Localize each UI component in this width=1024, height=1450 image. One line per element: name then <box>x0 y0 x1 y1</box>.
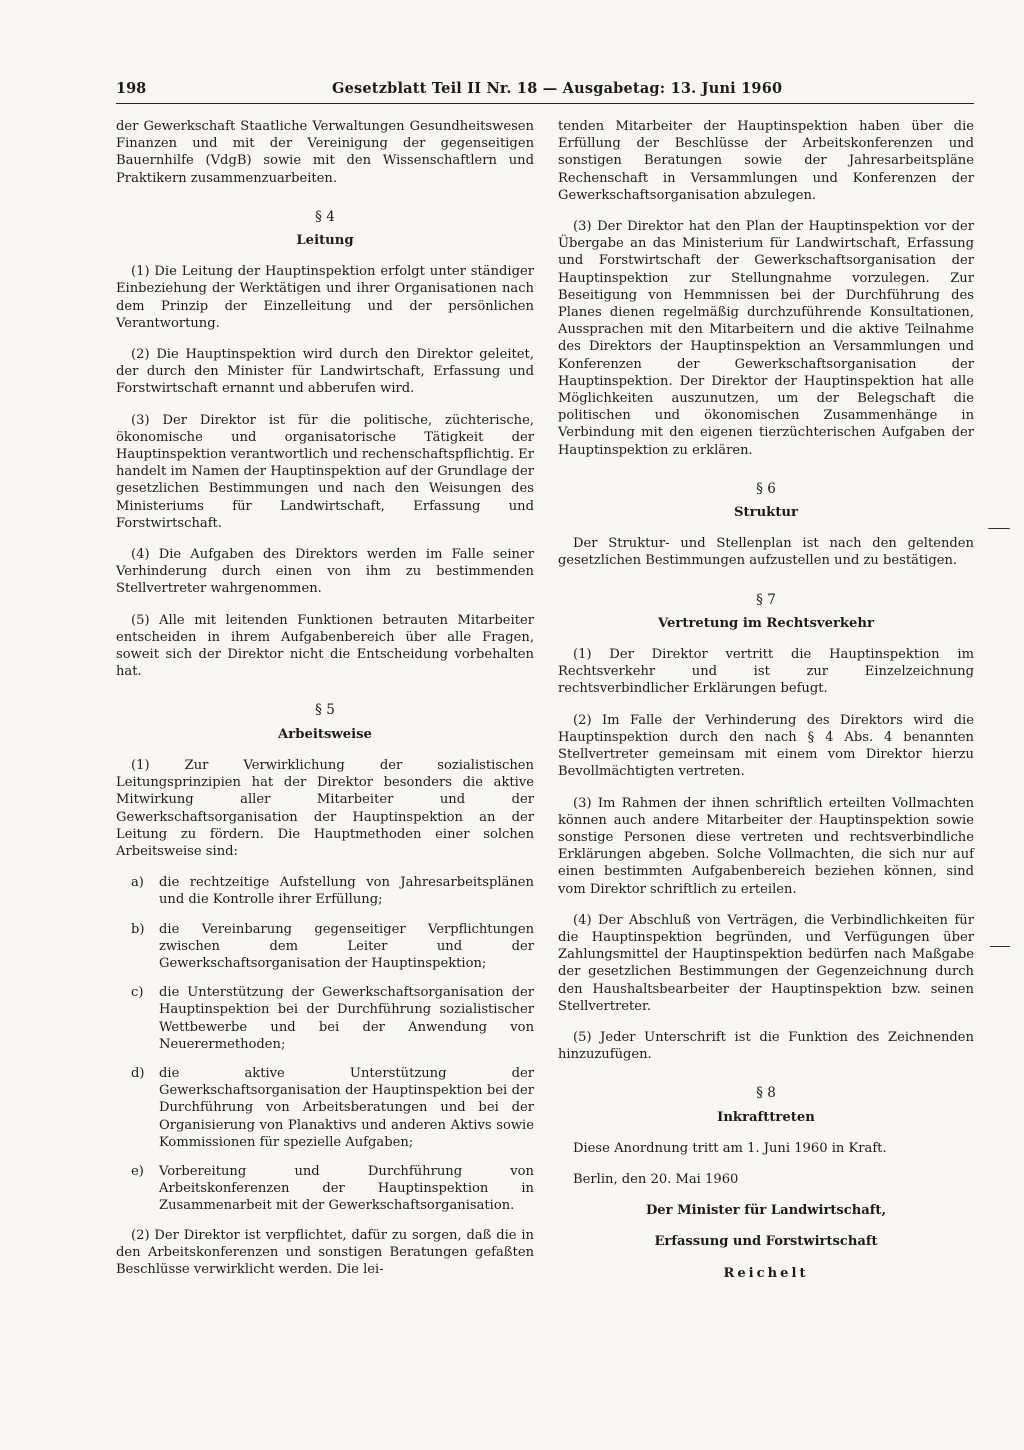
s7-paragraph-5: (5) Jeder Unterschrift ist die Funktion des Zeichnenden hinzuzufügen. <box>558 1029 974 1063</box>
left-column <box>116 118 534 1292</box>
margin-mark <box>988 528 1010 529</box>
s4-paragraph-5: (5) Alle mit leitenden Funktionen betrauten Mitarbeiter entscheiden in ihrem Aufgabenbereich über alle Fragen, soweit sich der Direktor nicht die Entscheidung vorbehalten hat. <box>116 612 534 680</box>
section-5-number: § 5 <box>315 702 335 719</box>
gazette-title: Gesetzblatt Teil II Nr. 18 — Ausgabetag: 13. Juni 1960 <box>332 80 783 97</box>
s7-paragraph-3: (3) Im Rahmen der ihnen schriftlich erteilten Vollmachten können auch andere Mitarbeiter der Hauptinspektion sowie sonstige Personen diese vertreten und rechtsverbindliche Erklärungen abgeben. Solche Vollmachten, die sich nur auf einen bestimmten Aufgabenbereich beziehen können, sind vom Direktor schriftlich zu erteilen. <box>558 795 974 897</box>
s5-paragraph-1: (1) Zur Verwirklichung der sozialistischen Leitungsprinzipien hat der Direktor besonders die aktive Mitwirkung aller Mitarbeiter und der Gewerkschaftsorganisation der Hauptinspektion an der Leitung zu fördern. Die Hauptmethoden einer solchen Arbeitsweise sind: <box>116 757 534 859</box>
s4-paragraph-2: (2) Die Hauptinspektion wird durch den Direktor geleitet, der durch den Minister für Landwirtschaft, Erfassung und Forstwirtschaft ernannt und abberufen wird. <box>116 347 534 397</box>
section-6-number: § 6 <box>756 480 776 497</box>
section-5-title: Arbeitsweise <box>278 726 372 742</box>
s4-paragraph-4: (4) Die Aufgaben des Direktors werden im Falle seiner Verhinderung durch einen von ihm zu bestimmenden Stellvertreter wahrgenommen. <box>116 547 534 597</box>
list-item-label: e) <box>131 1163 144 1179</box>
list-item <box>116 874 534 908</box>
s5-paragraph-3: (3) Der Direktor hat den Plan der Hauptinspektion vor der Übergabe an das Ministerium für Landwirtschaft, Erfassung und Forstwirtschaft der Gewerkschaftsorganisation der Hauptinspektion zur Stellungnahme vorzulegen. Zur Beseitigung von Hemmnissen bei der Durchführung des Planes dienen regelmäßig durchzuführende Konsultationen, Aussprachen mit den Mitarbeitern und die aktive Teilnahme des Direktors der Hauptinspektion an Versammlungen und Konferenzen der Gewerkschaftsorganisation der Hauptinspektion. Der Direktor der Hauptinspektion hat alle Möglichkeiten auszunutzen, um der Belegschaft die politischen und ökonomischen Zusammenhänge in Verbindung mit den eigenen tierzüchterischen Aufgaben der Hauptinspektion zu erklären. <box>558 219 974 458</box>
list-item-text: die Unterstützung der Gewerkschaftsorganisation der Hauptinspektion bei der Durchführung sozialistischer Wettbewerbe und bei der Anwendung von Neuerermethoden; <box>159 985 534 1052</box>
place-date: Berlin, den 20. Mai 1960 <box>573 1171 739 1187</box>
s8-paragraph-1: Diese Anordnung tritt am 1. Juni 1960 in Kraft. <box>573 1140 887 1156</box>
s6-paragraph-1: Der Struktur- und Stellenplan ist nach den geltenden gesetzlichen Bestimmungen aufzustellen und zu bestätigen. <box>558 536 974 569</box>
s4-paragraph-3: (3) Der Direktor ist für die politische, züchterische, ökonomische und organisatorische Tätigkeit der Hauptinspektion verantwortlich und rechenschaftspflichtig. Er handelt im Namen der Hauptinspektion auf der Grundlage der gesetzlichen Bestimmungen und nach den Weisungen des Ministeriums für Landwirtschaft, Erfassung und Forstwirtschaft. <box>116 412 534 531</box>
intro-paragraph: der Gewerkschaft Staatliche Verwaltungen Gesundheitswesen Finanzen und mit der Vereinigung der gegenseitigen Bauernhilfe (VdgB) sowie mit den Wissenschaftlern und Praktikern zusammenzuarbeiten. <box>116 119 534 186</box>
section-6-title: Struktur <box>734 505 798 521</box>
page-header <box>116 80 974 102</box>
page-number: 198 <box>116 80 147 97</box>
list-item-label: c) <box>131 985 144 1001</box>
section-7-title: Vertretung im Rechtsverkehr <box>658 615 874 631</box>
s7-paragraph-2: (2) Im Falle der Verhinderung des Direktors wird die Hauptinspektion durch den nach § 4 Abs. 4 benannten Stellvertreter gemeinsam mit einem vom Direktor hierzu Bevollmächtigten vertreten. <box>558 712 974 780</box>
section-4-title: Leitung <box>296 233 354 249</box>
section-4-number: § 4 <box>315 208 335 225</box>
header-rule <box>116 103 974 104</box>
list-item <box>116 921 534 973</box>
list-item <box>116 1163 534 1215</box>
list-item-label: b) <box>131 921 145 937</box>
right-column <box>558 118 974 1282</box>
section-7-number: § 7 <box>756 591 776 608</box>
section-8-number: § 8 <box>756 1085 776 1102</box>
list-item-label: a) <box>131 875 144 891</box>
margin-mark <box>990 946 1010 947</box>
signature-title-line-2: Erfassung und Forstwirtschaft <box>654 1234 878 1250</box>
list-item-text: die aktive Unterstützung der Gewerkschaftsorganisation der Hauptinspektion bei der Durchführung von Arbeitsberatungen und bei der Organisierung von Planaktivs und anderen Aktivs sowie Kommissionen für spezielle Aufgaben; <box>159 1065 534 1150</box>
signature-title-line-1: Der Minister für Landwirtschaft, <box>645 1203 887 1219</box>
list-item <box>116 984 534 1053</box>
list-item-text: Vorbereitung und Durchführung von Arbeitskonferenzen der Hauptinspektion in Zusammenarbeit mit der Gewerkschaftsorganisation. <box>159 1163 534 1214</box>
list-item-text: die Vereinbarung gegenseitiger Verpflichtungen zwischen dem Leiter und der Gewerkschaftsorganisation der Hauptinspektion; <box>159 921 534 971</box>
list-item-label: d) <box>131 1065 145 1081</box>
list-item-text: die rechtzeitige Aufstellung von Jahresarbeitsplänen und die Kontrolle ihrer Erfüllung; <box>159 875 534 908</box>
list-item <box>116 1065 534 1151</box>
continued-paragraph: tenden Mitarbeiter der Hauptinspektion haben über die Erfüllung der Beschlüsse der Arbeitskonferenzen und sonstigen Beratungen sowie der Jahresarbeitspläne Rechenschaft in Versammlungen und Konferenzen der Gewerkschaftsorganisation abzulegen. <box>558 119 974 203</box>
s7-paragraph-4: (4) Der Abschluß von Verträgen, die Verbindlichkeiten für die Hauptinspektion begründen, und Verfügungen über Zahlungsmittel der Hauptinspektion bedürfen nach Maßgabe der gesetzlichen Bestimmungen der Gegenzeichnung durch den Haushaltsbearbeiter der Hauptinspektion bzw. seinen Stellvertreter. <box>558 912 974 1014</box>
signature-name: Reichelt <box>723 1265 809 1281</box>
s4-paragraph-1: (1) Die Leitung der Hauptinspektion erfolgt unter ständiger Einbeziehung der Werktätigen und ihrer Organisationen nach dem Prinzip der Einzelleitung und der persönlichen Verantwortung. <box>116 264 534 331</box>
section-8-title: Inkrafttreten <box>717 1109 815 1125</box>
s7-paragraph-1: (1) Der Direktor vertritt die Hauptinspektion im Rechtsverkehr und ist zur Einzelzeichnung rechtsverbindlicher Erklärungen befugt. <box>558 647 974 697</box>
s5-paragraph-2: (2) Der Direktor ist verpflichtet, dafür zu sorgen, daß die in den Arbeitskonferenzen und sonstigen Beratungen gefaßten Beschlüsse verwirklicht werden. Die lei- <box>116 1227 534 1277</box>
